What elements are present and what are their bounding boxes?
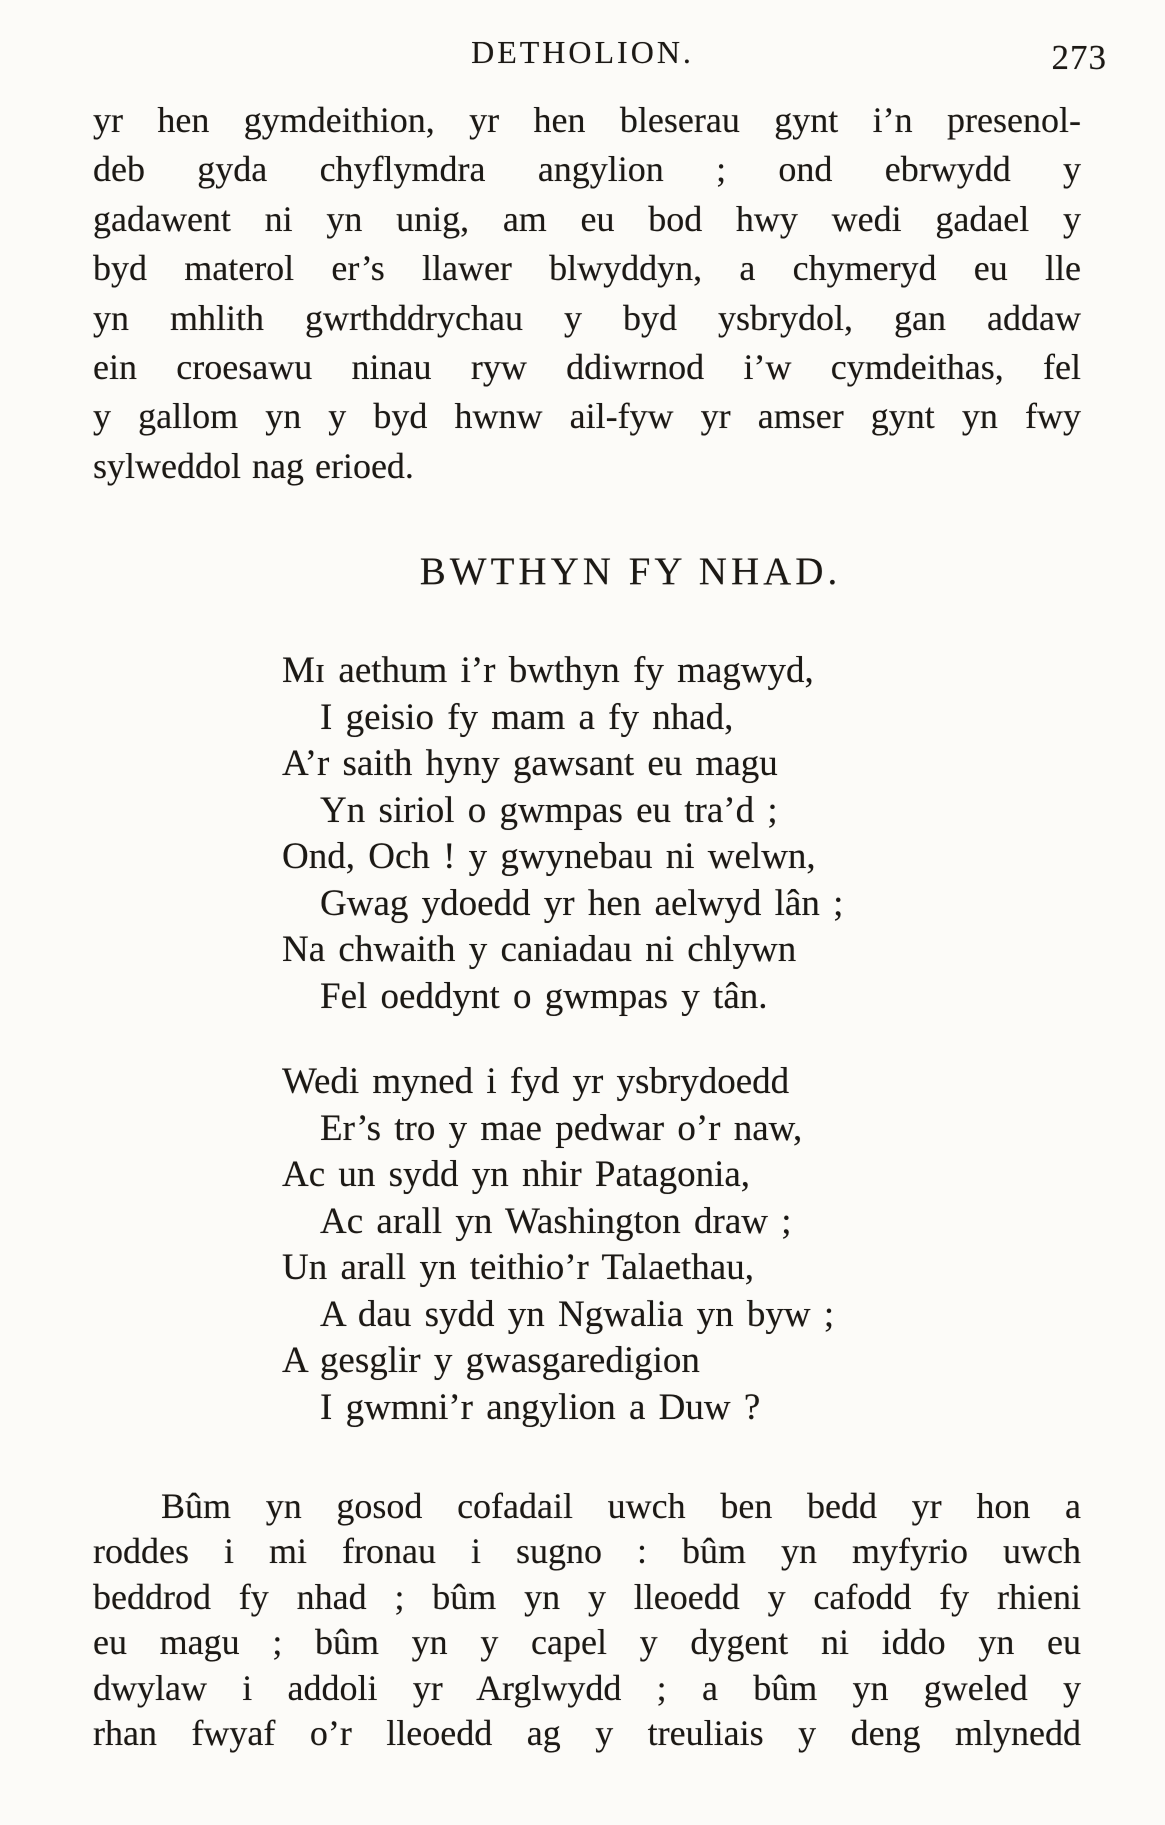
text-line: deb gyda chyflymdra angylion ; ond ebrwydd y [93, 149, 1081, 190]
text-line: y gallom yn y byd hwnw ail-fyw yr amser gynt yn fwy [93, 396, 1081, 437]
poem-title: BWTHYN FY NHAD. [419, 550, 842, 593]
closing-paragraph [93, 1484, 1081, 1756]
text-line: rhan fwyaf o’r lleoedd ag y treuliais y deng mlynedd [93, 1713, 1081, 1754]
text-line: dwylaw i addoli yr Arglwydd ; a bûm yn gweled y [93, 1667, 1081, 1708]
opening-paragraph [93, 96, 1081, 491]
text-line: sylweddol nag erioed. [93, 445, 414, 486]
text-line: Ond, Och ! y gwynebau ni welwn, [282, 836, 816, 877]
text-line: ein croesawu ninau ryw ddiwrnod i’w cymdeithas, fel [93, 347, 1081, 388]
text-line: A gesglir y gwasgaredigion [282, 1340, 700, 1381]
text-line: Wedi myned i fyd yr ysbrydoedd [282, 1061, 790, 1102]
poem [282, 648, 843, 1431]
text-line: Mɪ aethum i’r bwthyn fy magwyd, [282, 650, 814, 691]
text-line: gadawent ni yn unig, am eu bod hwy wedi gadael y [93, 198, 1081, 239]
text-line: I geisio fy mam a fy nhad, [320, 696, 734, 738]
text-line: beddrod fy nhad ; bûm yn y lleoedd y cafodd fy rhieni [93, 1576, 1081, 1617]
text-line: A dau sydd yn Ngwalia yn byw ; [320, 1293, 835, 1335]
poem-stanza-1 [282, 648, 843, 1020]
text-line: Gwag ydoedd yr hen aelwyd lân ; [320, 882, 844, 924]
text-line: I gwmni’r angylion a Duw ? [320, 1386, 761, 1428]
text-line: Yn siriol o gwmpas eu tra’d ; [320, 789, 778, 831]
text-line: yr hen gymdeithion, yr hen bleserau gynt i’n presenol- [93, 100, 1081, 140]
text-line: eu magu ; bûm yn y capel y dygent ni iddo yn eu [93, 1622, 1081, 1663]
text-line: Un arall yn teithio’r Talaethau, [282, 1247, 754, 1288]
running-head-title: DETHOLION. [471, 34, 694, 70]
text-line: Na chwaith y caniadau ni chlywn [282, 929, 797, 970]
text-line: yn mhlith gwrthddrychau y byd ysbrydol, gan addaw [93, 297, 1081, 338]
text-line: Bûm yn gosod cofadail uwch ben bedd yr hon a [161, 1486, 1081, 1526]
poem-stanza-2 [282, 1059, 843, 1431]
text-line: A’r saith hyny gawsant eu magu [282, 743, 778, 784]
text-line: Ac arall yn Washington draw ; [320, 1200, 792, 1242]
page-number: 273 [1051, 38, 1107, 77]
text-line: roddes i mi fronau i sugno : bûm yn myfyrio uwch [93, 1531, 1081, 1572]
text-line: byd materol er’s llawer blwyddyn, a chymeryd eu lle [93, 248, 1081, 289]
text-line: Er’s tro y mae pedwar o’r naw, [320, 1107, 803, 1149]
text-line: Fel oeddynt o gwmpas y tân. [320, 975, 768, 1017]
text-line: Ac un sydd yn nhir Patagonia, [282, 1154, 751, 1195]
